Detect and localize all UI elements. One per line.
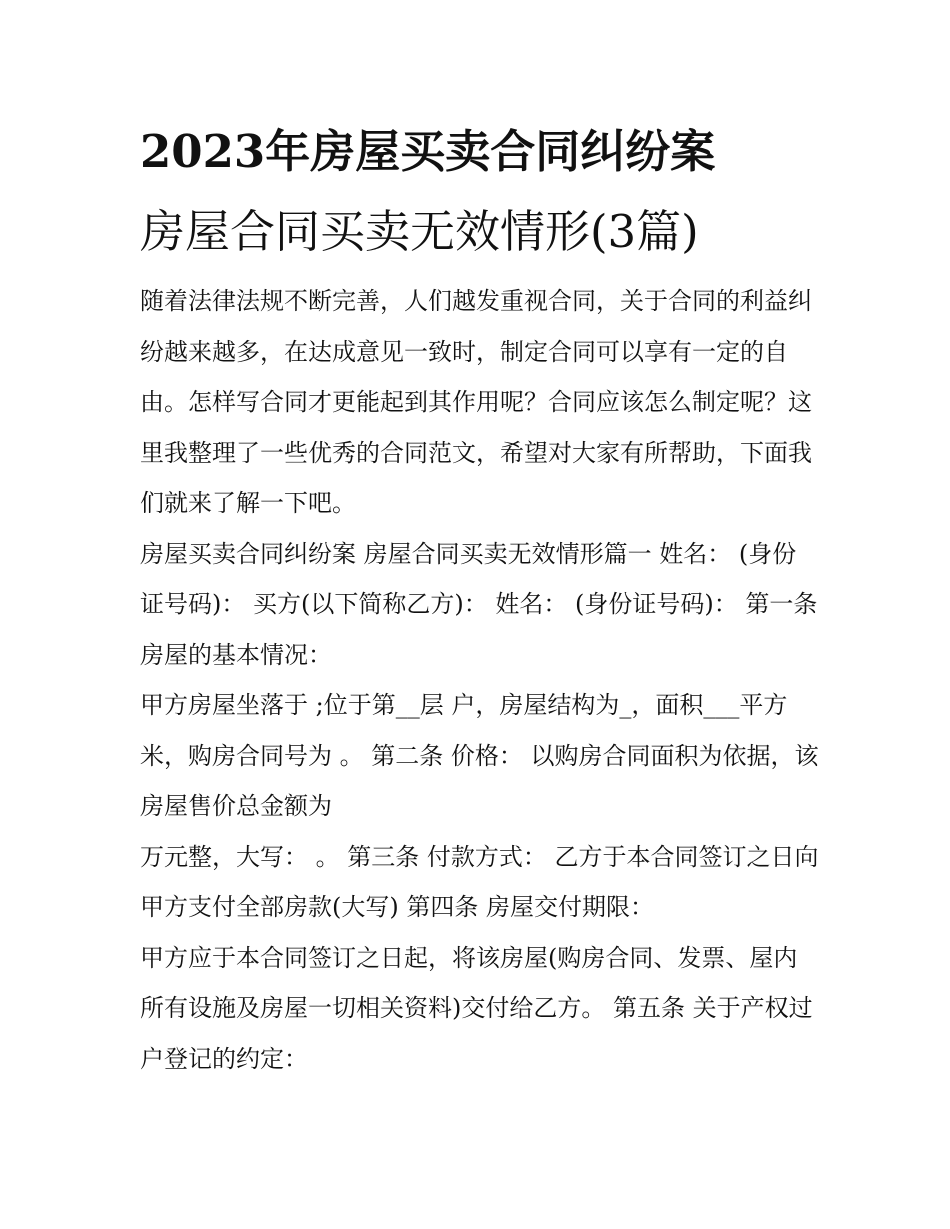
- document-body: [140, 276, 820, 1084]
- document-title: [140, 112, 820, 272]
- paragraph-parties: 房屋买卖合同纠纷案 房屋合同买卖无效情形篇一 姓名： (身份证号码)： 买方(以下简称乙方)： 姓名： (身份证号码)： 第一条 房屋的基本情况：: [140, 539, 818, 669]
- title-line-2: 房屋合同买卖无效情形(3篇): [140, 205, 699, 258]
- title-line-1: 2023年房屋买卖合同纠纷案: [140, 125, 716, 178]
- paragraph-intro: 随着法律法规不断完善，人们越发重视合同，关于合同的利益纠纷越来越多，在达成意见一致时，制定合同可以享有一定的自由。怎样写合同才更能起到其作用呢？合同应该怎么制定呢？这里我整理了一些优秀的合同范文，希望对大家有所帮助，下面我们就来了解一下吧。: [140, 287, 812, 517]
- paragraph-property-info: 甲方房屋坐落于 ;位于第__层 户，房屋结构为_，面积___平方米，购房合同号为 。 第二条 价格： 以购房合同面积为依据，该房屋售价总金额为: [140, 691, 819, 820]
- paragraph-delivery: 甲方应于本合同签订之日起，将该房屋(购房合同、发票、屋内所有设施及房屋一切相关资料)交付给乙方。 第五条 关于产权过户登记的约定：: [140, 943, 813, 1073]
- paragraph-payment: 万元整，大写： 。 第三条 付款方式： 乙方于本合同签订之日向甲方支付全部房款(大写) 第四条 房屋交付期限：: [140, 842, 819, 921]
